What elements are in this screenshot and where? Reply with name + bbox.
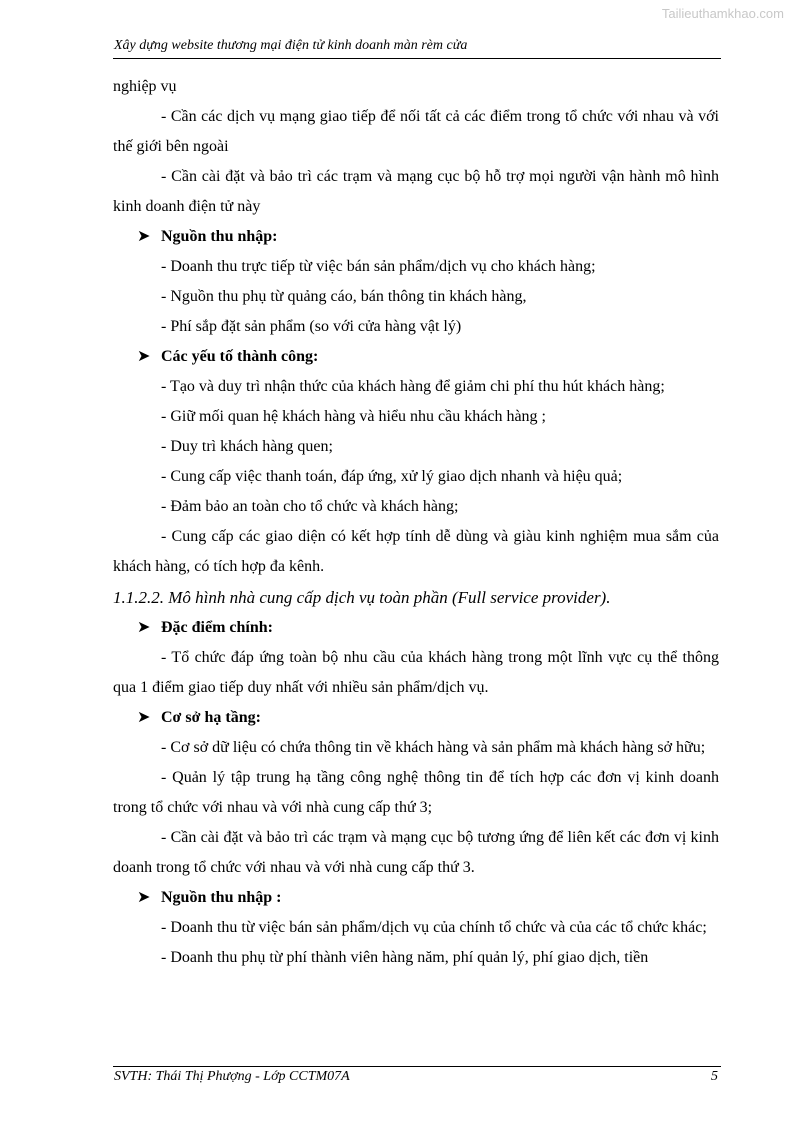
bullet-heading-text: Các yếu tố thành công:: [161, 348, 319, 365]
bullet-heading: [113, 613, 719, 643]
paragraph: - Duy trì khách hàng quen;: [161, 438, 333, 455]
bullet-heading: [113, 703, 719, 733]
paragraph: - Quản lý tập trung hạ tầng công nghệ thông tin để tích hợp các đơn vị kinh doanh trong tổ chức với nhau và với nhà cung cấp thứ 3;: [113, 769, 719, 816]
paragraph: - Cần cài đặt và bảo trì các trạm và mạng cục bộ hỗ trợ mọi người vận hành mô hình kinh doanh điện tử này: [113, 168, 719, 215]
paragraph: - Cần các dịch vụ mạng giao tiếp để nối tất cả các điểm trong tổ chức với nhau và với thế giới bên ngoài: [113, 108, 719, 155]
bullet-heading-text: Nguồn thu nhập:: [161, 228, 278, 245]
paragraph: - Cần cài đặt và bảo trì các trạm và mạng cục bộ tương ứng để liên kết các đơn vị kinh doanh trong tổ chức với nhau và với nhà cung cấp thứ 3.: [113, 829, 719, 876]
arrow-bullet-icon: ➤: [137, 228, 151, 245]
bullet-heading: [113, 342, 719, 372]
paragraph: - Tổ chức đáp ứng toàn bộ nhu cầu của khách hàng trong một lĩnh vực cụ thể thông qua 1 điểm giao tiếp duy nhất với nhiều sản phẩm/dịch vụ.: [113, 649, 719, 696]
paragraph: - Tạo và duy trì nhận thức của khách hàng để giảm chi phí thu hút khách hàng;: [161, 378, 665, 395]
page-header-title: Xây dựng website thương mại điện tử kinh doanh màn rèm cửa: [114, 38, 468, 53]
bullet-heading-text: Đặc điểm chính:: [161, 619, 273, 636]
paragraph: - Doanh thu từ việc bán sản phẩm/dịch vụ của chính tổ chức và của các tổ chức khác;: [161, 919, 707, 936]
paragraph: - Phí sắp đặt sản phẩm (so với cửa hàng vật lý): [161, 318, 462, 335]
arrow-bullet-icon: ➤: [137, 709, 151, 726]
footer-divider: [113, 1066, 721, 1067]
page-number: 5: [711, 1069, 718, 1084]
bullet-heading: [113, 222, 719, 252]
section-heading: 1.1.2.2. Mô hình nhà cung cấp dịch vụ toàn phần (Full service provider).: [113, 588, 611, 607]
paragraph: - Cung cấp các giao diện có kết hợp tính dễ dùng và giàu kinh nghiệm mua sắm của khách hàng, có tích hợp đa kênh.: [113, 528, 719, 575]
header-divider: [113, 58, 721, 59]
bullet-heading: [113, 883, 719, 913]
arrow-bullet-icon: ➤: [137, 619, 151, 636]
arrow-bullet-icon: ➤: [137, 348, 151, 365]
paragraph: - Đảm bảo an toàn cho tổ chức và khách hàng;: [161, 498, 459, 515]
paragraph: nghiệp vụ: [113, 78, 177, 95]
document-body: [113, 72, 719, 973]
footer-author: SVTH: Thái Thị Phượng - Lớp CCTM07A: [114, 1069, 350, 1084]
arrow-bullet-icon: ➤: [137, 889, 151, 906]
paragraph: - Nguồn thu phụ từ quảng cáo, bán thông tin khách hàng,: [161, 288, 527, 305]
watermark: Tailieuthamkhao.com: [661, 6, 784, 21]
paragraph: - Giữ mối quan hệ khách hàng và hiểu nhu cầu khách hàng ;: [161, 408, 546, 425]
bullet-heading-text: Cơ sở hạ tầng:: [161, 709, 261, 726]
paragraph: - Cung cấp việc thanh toán, đáp ứng, xử lý giao dịch nhanh và hiệu quả;: [161, 468, 623, 485]
bullet-heading-text: Nguồn thu nhập :: [161, 889, 282, 906]
paragraph: - Doanh thu trực tiếp từ việc bán sản phẩm/dịch vụ cho khách hàng;: [161, 258, 596, 275]
paragraph: - Cơ sở dữ liệu có chứa thông tin về khách hàng và sản phẩm mà khách hàng sở hữu;: [161, 739, 706, 756]
paragraph: - Doanh thu phụ từ phí thành viên hàng năm, phí quản lý, phí giao dịch, tiền: [161, 949, 649, 966]
